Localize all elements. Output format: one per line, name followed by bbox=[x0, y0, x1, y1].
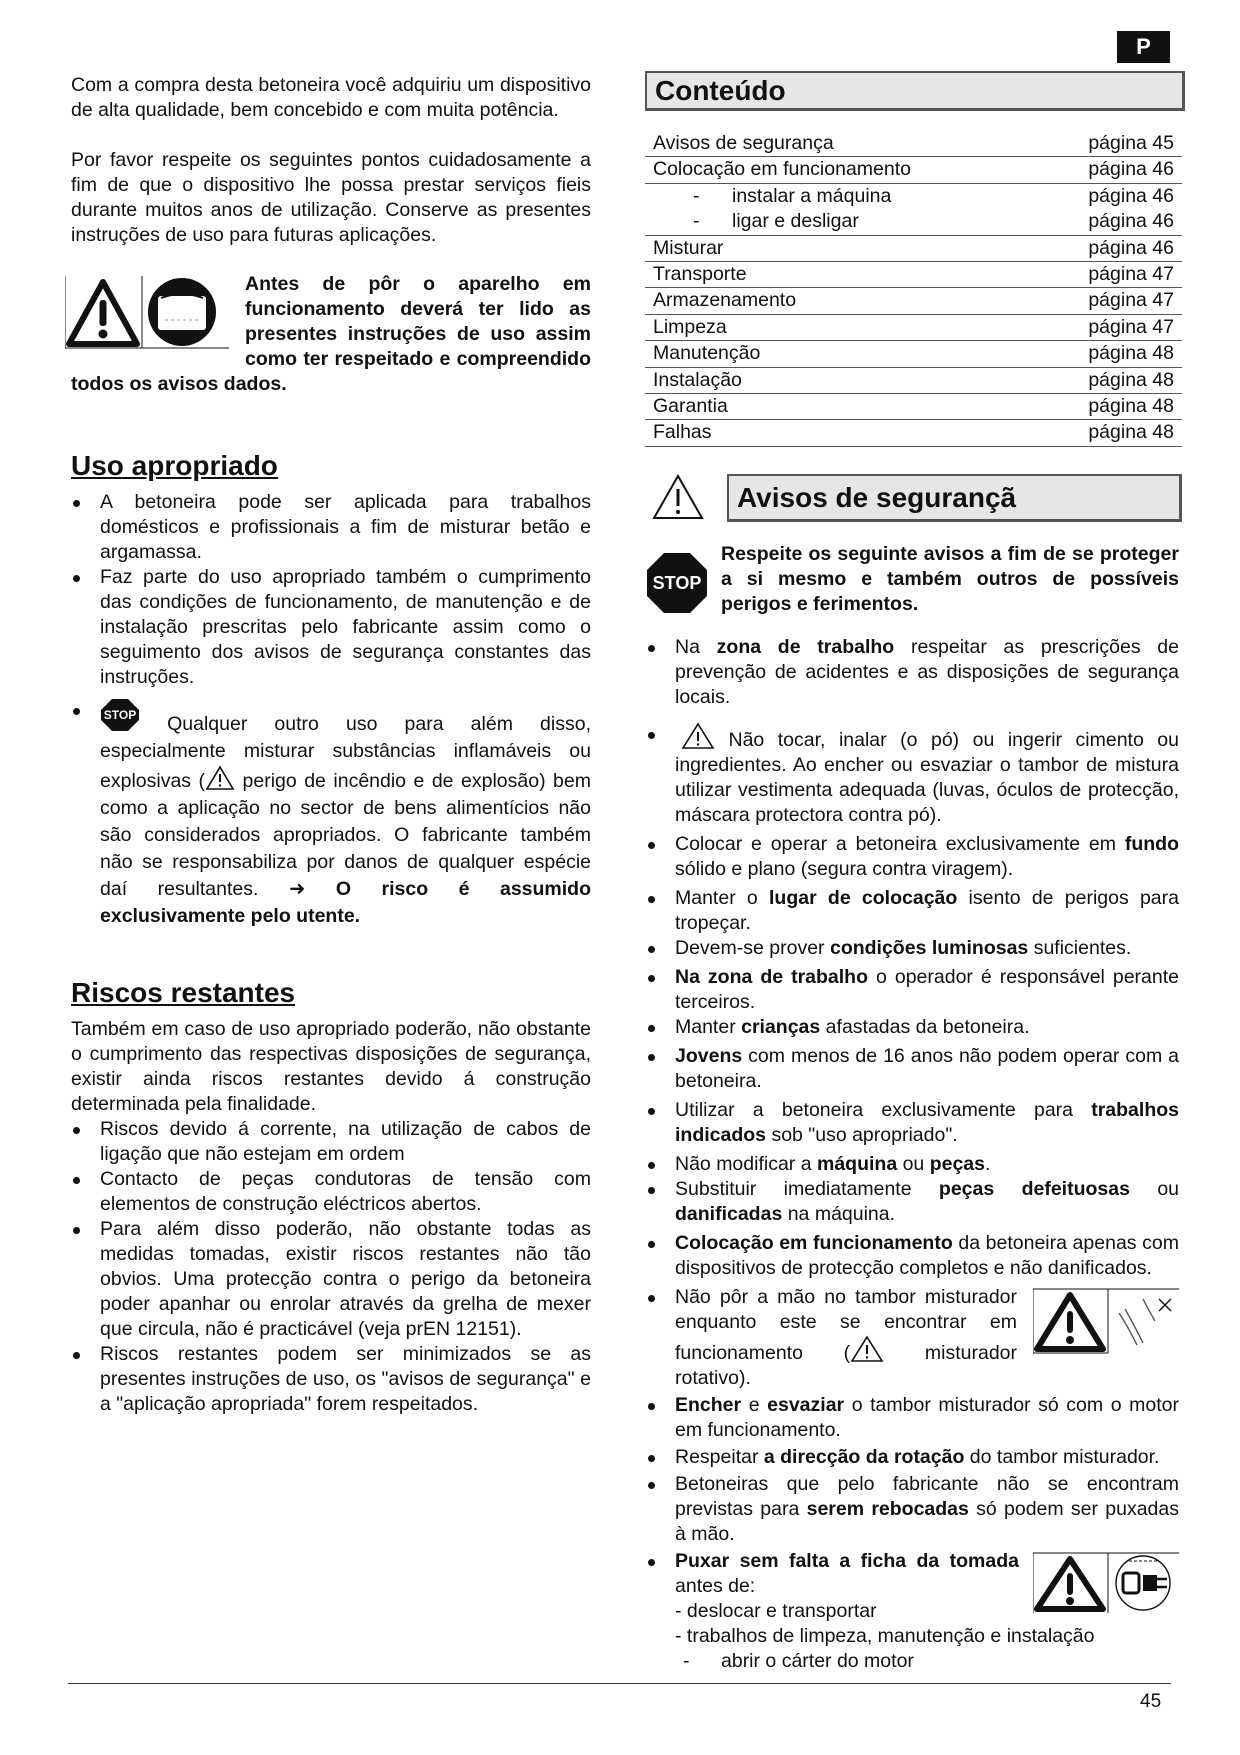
footer-divider bbox=[68, 1683, 1171, 1684]
list-item: Riscos restantes podem ser minimizados se as presentes instruções de uso, os "avisos de segurança" e a "aplicação apropriada" forem respeitados. bbox=[71, 1342, 591, 1417]
toc-row bbox=[645, 394, 1182, 420]
toc-label: ligar e desligar bbox=[732, 210, 859, 233]
safety-list bbox=[646, 635, 1179, 1674]
toc-page: página 46 bbox=[1088, 158, 1174, 181]
toc-page: página 48 bbox=[1088, 342, 1174, 365]
list-item: Respeitar a direcção da rotação do tambor misturador. bbox=[646, 1445, 1179, 1470]
list-item: Colocar e operar a betoneira exclusivamente em fundo sólido e plano (segura contra viragem). bbox=[646, 832, 1179, 882]
toc-row bbox=[645, 157, 1182, 183]
uso-text-b: perigo de incêndio e de explosão) bem como a aplicação no sector de bens alimentícios não são considerados apropriados. O fabricante também não se responsabiliza por danos de qualquer espécie daí resultantes. bbox=[100, 770, 591, 900]
unplug-line-3: - abrir o cárter do motor bbox=[683, 1650, 914, 1672]
toc-label: Manutenção bbox=[653, 342, 761, 365]
list-item: Contacto de peças condutoras de tensão com elementos de construção eléctricos abertos. bbox=[71, 1167, 591, 1217]
warning-icon-group bbox=[65, 274, 229, 350]
list-item: A betoneira pode ser aplicada para trabalhos domésticos e profissionais a fim de misturar betão e argamassa. bbox=[71, 490, 591, 565]
list-item: Não tocar, inalar (o pó) ou ingerir cimento ou ingredientes. Ao encher ou esvaziar o tambor de mistura utilizar vestimenta adequada (luvas, óculos de protecção, máscara protectora contra pó). bbox=[646, 722, 1179, 828]
toc-row bbox=[645, 262, 1182, 288]
toc-page: página 46 bbox=[1088, 236, 1174, 259]
warning-triangle-icon bbox=[65, 274, 229, 350]
list-item: Jovens com menos de 16 anos não podem operar com a betoneira. bbox=[646, 1044, 1179, 1094]
arrow-icon: ➜ bbox=[288, 878, 306, 900]
toc-page: página 48 bbox=[1088, 394, 1174, 417]
toc-label: Falhas bbox=[653, 421, 712, 444]
stop-sign-icon bbox=[646, 552, 708, 614]
warning-triangle-icon bbox=[652, 474, 704, 520]
toc-page: página 48 bbox=[1088, 421, 1174, 444]
stop-notice bbox=[646, 542, 1179, 617]
section-title-uso-apropriado: Uso apropriado bbox=[71, 450, 278, 481]
toc-label: Misturar bbox=[653, 236, 724, 259]
list-item: Devem-se prover condições luminosas suficientes. bbox=[646, 936, 1179, 961]
list-item: Riscos devido á corrente, na utilização de cabos de ligação que não estejam em ordem bbox=[71, 1117, 591, 1167]
toc-page: página 45 bbox=[1088, 132, 1174, 154]
warning-triangle-icon bbox=[205, 765, 235, 791]
toc-page: página 47 bbox=[1088, 315, 1174, 338]
toc-heading: Conteúdo bbox=[645, 71, 1185, 111]
list-item: Betoneiras que pelo fabricante não se encontram previstas para serem rebocadas só podem ser puxadas à mão. bbox=[646, 1472, 1179, 1547]
toc-row bbox=[645, 184, 1182, 209]
uso-text-bold: O risco é assumido exclusivamente pelo utente. bbox=[100, 878, 592, 927]
toc-label: Instalação bbox=[653, 368, 742, 391]
intro-paragraph-1: Com a compra desta betoneira você adquiriu um dispositivo de alta qualidade, bem concebido e com muita potência. bbox=[71, 74, 591, 121]
list-item: Na zona de trabalho respeitar as prescrições de prevenção de acidentes e as disposições de segurança locais. bbox=[646, 635, 1179, 710]
list-item bbox=[71, 698, 591, 930]
list-item: Encher e esvaziar o tambor misturador só com o motor em funcionamento. bbox=[646, 1393, 1179, 1443]
list-item: Utilizar a betoneira exclusivamente para trabalhos indicados sob "uso apropriado". bbox=[646, 1098, 1179, 1148]
toc-label: Limpeza bbox=[653, 315, 727, 338]
warning-text: Antes de pôr o aparelho em funcionamento deverá ter lido as presentes instruções de uso assim como ter respeitado e compreendido todos os avisos dados. bbox=[71, 273, 591, 395]
list-item: Colocação em funcionamento da betoneira apenas com dispositivos de protecção completos e não danificados. bbox=[646, 1231, 1179, 1281]
toc-page: página 47 bbox=[1088, 289, 1174, 312]
toc-row bbox=[645, 368, 1182, 394]
stop-notice-text: Respeite os seguinte avisos a fim de se proteger a si mesmo e também outros de possíveis perigos e ferimentos. bbox=[721, 543, 1179, 615]
unplug-line-1: - deslocar e transportar bbox=[675, 1600, 877, 1622]
safety-heading: Avisos de segurançã bbox=[727, 474, 1182, 522]
list-item: Não pôr a mão no tambor misturador enquanto este se encontrar em funcionamento ( misturador rotativo). bbox=[646, 1285, 1179, 1391]
toc-row bbox=[645, 288, 1182, 314]
toc-label: Colocação em funcionamento bbox=[653, 158, 911, 181]
toc-row bbox=[645, 420, 1182, 446]
toc-row bbox=[645, 131, 1182, 157]
warning-triangle-icon bbox=[850, 1335, 884, 1363]
toc-page: página 47 bbox=[1088, 262, 1174, 285]
rotating-mixer-warning-icon bbox=[1033, 1287, 1179, 1355]
list-item: Manter crianças afastadas da betoneira. bbox=[646, 1015, 1179, 1040]
list-item: Para além disso poderão, não obstante todas as medidas tomadas, existir riscos restantes não tão obvios. Uma protecção contra o perigo da betoneira poder apanhar ou enrolar através da grelha de mexer que circula, não é practicável (veja prEN 12151). bbox=[71, 1217, 591, 1342]
stop-sign-icon bbox=[100, 698, 140, 732]
uso-text-a: Qualquer outro uso para além disso, especialmente misturar substâncias inflamáveis ou explosivas ( bbox=[100, 713, 591, 792]
svg-text:STOP: STOP bbox=[103, 708, 137, 722]
list-item: Substituir imediatamente peças defeituosas ou danificadas na máquina. bbox=[646, 1177, 1179, 1227]
table-of-contents bbox=[645, 131, 1182, 447]
toc-dash: - bbox=[693, 184, 700, 207]
riscos-list bbox=[71, 1117, 591, 1417]
page-number: 45 bbox=[1140, 1691, 1162, 1712]
riscos-intro: Também em caso de uso apropriado poderão, não obstante o cumprimento das respectivas disposições de segurança, existir ainda riscos restantes devido á construção determinada pela finalidade. bbox=[71, 1018, 591, 1115]
safety-section bbox=[646, 542, 1179, 1674]
toc-page: página 46 bbox=[1088, 210, 1174, 233]
left-column bbox=[71, 73, 591, 1417]
list-item: Faz parte do uso apropriado também o cumprimento das condições de funcionamento, de manutenção e de instalação prescritas pelo fabricante assim como o seguimento dos avisos de segurança constantes das instruções. bbox=[71, 565, 591, 690]
toc-label: Transporte bbox=[653, 262, 747, 285]
unplug-warning-icon bbox=[1033, 1551, 1179, 1615]
toc-row bbox=[645, 315, 1182, 341]
read-instructions-warning bbox=[71, 272, 591, 397]
language-badge: P bbox=[1117, 31, 1170, 63]
unplug-line-2: - trabalhos de limpeza, manutenção e instalação bbox=[675, 1625, 1095, 1647]
list-item: Não modificar a máquina ou peças. bbox=[646, 1152, 1179, 1177]
stop-label: STOP bbox=[652, 573, 702, 593]
toc-label: Armazenamento bbox=[653, 289, 797, 312]
toc-page: página 48 bbox=[1088, 368, 1174, 391]
uso-apropriado-list bbox=[71, 490, 591, 930]
toc-row bbox=[645, 236, 1182, 262]
list-item: Na zona de trabalho o operador é responsável perante terceiros. bbox=[646, 965, 1179, 1015]
intro-paragraph-2: Por favor respeite os seguintes pontos cuidadosamente a fim de que o dispositivo lhe possa prestar serviços fieis durante muitos anos de utilização. Conserve as presentes instruções de uso para futuras aplicações. bbox=[71, 149, 591, 246]
toc-label: Garantia bbox=[653, 394, 728, 417]
toc-dash: - bbox=[693, 210, 700, 233]
section-title-riscos: Riscos restantes bbox=[71, 977, 296, 1008]
list-item: Puxar sem falta a ficha da tomada antes de: - deslocar e transportar - trabalhos de limpeza, manutenção e instalação - abrir o cárter do motor bbox=[646, 1549, 1179, 1674]
toc-label: instalar a máquina bbox=[732, 184, 892, 207]
toc-row bbox=[645, 209, 1182, 235]
toc-label: Avisos de segurança bbox=[653, 132, 834, 154]
toc-row bbox=[645, 341, 1182, 367]
warning-triangle-icon bbox=[681, 722, 715, 750]
toc-page: página 46 bbox=[1088, 184, 1174, 207]
list-item: Manter o lugar de colocação isento de perigos para tropeçar. bbox=[646, 886, 1179, 936]
